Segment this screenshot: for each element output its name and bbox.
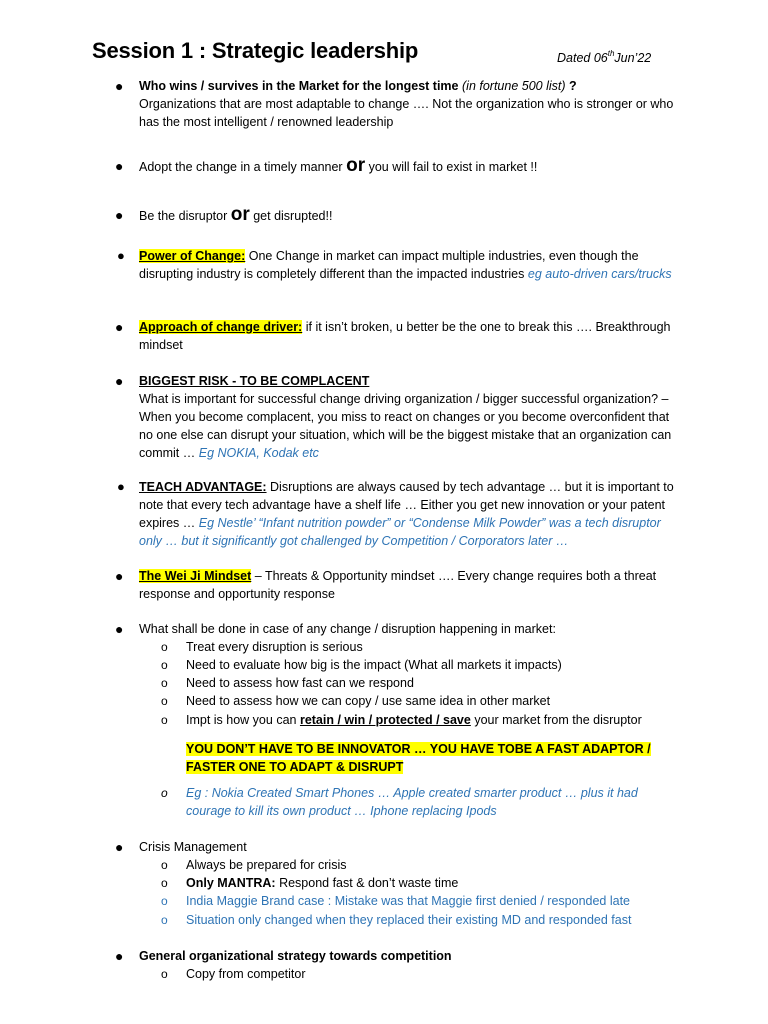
bullet-dot: ● [115, 948, 124, 964]
bullet-body: Organizations that are most adaptable to change …. Not the organization who is stronger or who has the most intelligent / renowned leadership [139, 97, 674, 129]
sub-item: o India Maggie Brand case : Mistake was that Maggie first denied / responded late [161, 894, 631, 908]
bullet-dot: ● [115, 373, 124, 389]
section-heading: BIGGEST RISK - TO BE COMPLACENT [139, 374, 370, 388]
sub-item: o Only MANTRA: Respond fast & don’t waste time [161, 876, 459, 890]
sub-bullet: o [161, 713, 168, 727]
section-heading: TEACH ADVANTAGE: [139, 480, 267, 494]
highlight-label: The Wei Ji Mindset [139, 569, 252, 583]
bullet-adopt-change: ● Adopt the change in a timely manner or you will fail to exist in market !! [115, 155, 538, 176]
example-text: Eg : Nokia Created Smart Phones … Apple created smarter product … plus it had courage to kill its own product … Iphone replacing Ipods [186, 786, 638, 818]
example-text: eg auto-driven cars/trucks [527, 267, 672, 281]
sub-item: o Situation only changed when they replaced their existing MD and responded fast [161, 913, 632, 927]
bullet-dot: ● [115, 621, 124, 637]
sub-bullet: o [161, 676, 168, 690]
sub-item: o Always be prepared for crisis [161, 858, 347, 872]
example-text: Eg Nestle’ “Infant nutrition powder” or “Condense Milk Powder” was a tech disruptor only … but it significantly got challenged by Competition / Corporators later … [139, 516, 661, 548]
bullet-approach-change-driver: ● Approach of change driver: if it isn’t broken, u better be the one to break this …. Breakthrough mindset [115, 319, 671, 352]
example-nokia-apple [161, 784, 686, 820]
sub-item: o Need to assess how fast can we respond [161, 676, 414, 690]
example-text: Eg NOKIA, Kodak etc [198, 446, 319, 460]
sub-bullet: o [161, 658, 168, 672]
bullet-be-disruptor: ● Be the disruptor or get disrupted!! [115, 204, 333, 225]
bullet-dot: ● [115, 158, 124, 174]
bullet-power-of-change: ● Power of Change: One Change in market can impact multiple industries, even though the disrupting industry is completely different than the impacted industries eg auto-driven cars/trucks [117, 248, 672, 281]
page-title: Session 1 : Strategic leadership [92, 38, 419, 63]
bullet-general-strategy: ● General organizational strategy towards competition [115, 948, 452, 964]
callout-fast-adaptor: YOU DON’T HAVE TO BE INNOVATOR … YOU HAVE TOBE A FAST ADAPTOR / FASTER ONE TO ADAPT & DISRUPT [186, 742, 651, 774]
sub-bullet: o [161, 640, 168, 654]
bullet-who-wins: ● Who wins / survives in the Market for the longest time (in fortune 500 list) ? Organizations that are most adaptable to change …. Not the organization who is stronger or who has the most intelligent / renowned leadership [139, 77, 684, 131]
sub-bullet: o [161, 876, 168, 890]
sub-bullet: o [161, 694, 168, 708]
sub-bullet: o [161, 894, 168, 908]
bullet-dot: ● [117, 248, 125, 263]
sub-item: o Treat every disruption is serious [161, 640, 363, 654]
sub-item: o Need to assess how we can copy / use same idea in other market [161, 694, 551, 708]
sub-bullet: o [161, 967, 168, 981]
bullet-dot: ● [115, 207, 124, 223]
sub-bullet: o [161, 913, 168, 927]
bullet-wei-ji-mindset: ● The Wei Ji Mindset – Threats & Opportunity mindset …. Every change requires both a threat response and opportunity response [115, 568, 657, 601]
bullet-what-shall-be-done: ● What shall be done in case of any change / disruption happening in market: [115, 621, 556, 637]
bullet-dot: ● [115, 839, 124, 855]
bullet-teach-advantage: ● TEACH ADVANTAGE: Disruptions are always caused by tech advantage … but it is important to note that every tech advantage have a shelf life … Either you get new innovation or your patent expires … Eg Nestle’ “Infant nutrition powder” or “Condense Milk Powder” was a tech disruptor only … but it significantly got challenged by Competition / Corporators later … [117, 479, 674, 548]
bullet-dot: ● [115, 319, 124, 335]
bullet-dot: ● [115, 78, 124, 94]
sub-bullet: o [161, 858, 168, 872]
bullet-dot: ● [115, 568, 124, 584]
sub-item: o Copy from competitor [161, 967, 306, 981]
highlight-label: Power of Change: [139, 249, 246, 263]
bullet-biggest-risk: ● BIGGEST RISK - TO BE COMPLACENT What is important for successful change driving organization / bigger successful organization? – When you become complacent, you miss to react on changes or you become overconfident that no one else can disrupt your situation, which will be the biggest mistake that an organization can commit … Eg NOKIA, Kodak etc [139, 372, 684, 462]
bullet-crisis-management: ● Crisis Management [115, 839, 247, 855]
document-header [92, 36, 692, 68]
sub-item: o Impt is how you can retain / win / protected / save your market from the disruptor [161, 713, 642, 727]
document-date: Dated 06thJun’22 [557, 49, 652, 65]
highlight-label: Approach of change driver: [139, 320, 303, 334]
sub-item: o Need to evaluate how big is the impact (What all markets it impacts) [161, 658, 562, 672]
bullet-dot: ● [117, 479, 125, 494]
sub-bullet: o [161, 786, 168, 800]
